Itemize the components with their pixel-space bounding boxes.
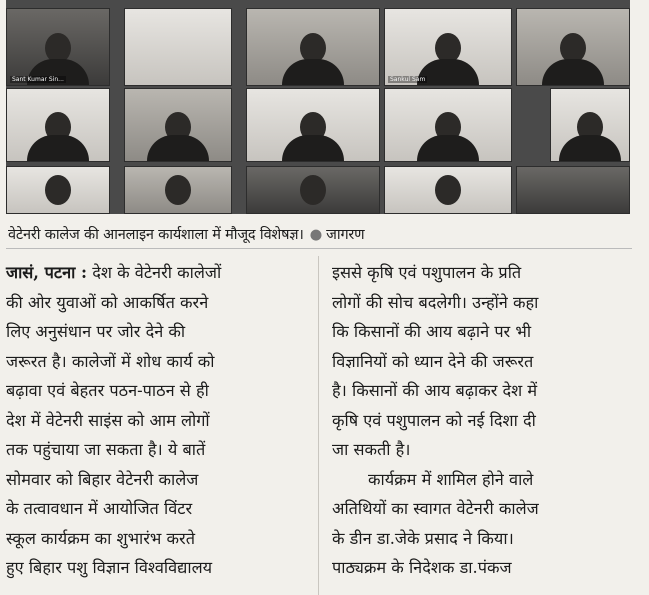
article-line: कृषि एवं पशुपालन को नई दिशा दी — [332, 410, 536, 430]
article-line: की ओर युवाओं को आकर्षित करने — [6, 292, 209, 312]
article-line: बढ़ावा एवं बेहतर पठन-पाठन से ही — [6, 381, 209, 400]
article-line: अतिथियों का स्वागत वेटेनरी कालेज — [332, 499, 539, 518]
participant-tile — [6, 166, 110, 214]
participant-tile — [384, 88, 512, 162]
article-line: स्कूल कार्यक्रम का शुभारंभ करते — [6, 528, 195, 548]
participant-tile — [246, 166, 380, 214]
participant-name: Sankul Sam — [390, 76, 426, 83]
participant-tile — [124, 88, 232, 162]
bullet-icon: ● — [309, 227, 323, 243]
article-line: कार्यक्रम में शामिल होने वाले — [368, 469, 534, 489]
article-line: विज्ञानियों को ध्यान देने की जरूरत — [332, 351, 534, 371]
caption-divider — [6, 248, 632, 249]
article-line: है। किसानों की आय बढ़ाकर देश में — [332, 381, 538, 400]
participant-tile — [384, 166, 512, 214]
article-line: के डीन डा.जेके प्रसाद ने किया। — [332, 528, 514, 548]
article-line: तक पहुंचाया जा सकता है। ये बातें — [6, 440, 206, 459]
participant-tile — [6, 88, 110, 162]
dateline: जासं, पटना : — [6, 263, 88, 282]
article-line: देश में वेटेनरी साइंस को आम लोगों — [6, 410, 210, 430]
participant-tile — [384, 8, 512, 86]
article-line: इससे कृषि एवं पशुपालन के प्रति — [332, 263, 522, 282]
article-line: जा सकती है। — [332, 440, 411, 459]
participant-tile — [6, 8, 110, 86]
article-line: लिए अनुसंधान पर जोर देने की — [6, 322, 186, 341]
photo-credit: जागरण — [326, 227, 365, 243]
caption-text: वेटेनरी कालेज की आनलाइन कार्यशाला में मौजूद विशेषज्ञ। — [8, 227, 304, 243]
article-line: पाठ्यक्रम के निदेशक डा.पंकज — [332, 558, 512, 577]
article-line: सोमवार को बिहार वेटेनरी कालेज — [6, 469, 199, 489]
article-line: कि किसानों की आय बढ़ाने पर भी — [332, 322, 532, 341]
article-line: लोगों की सोच बदलेगी। उन्होंने कहा — [332, 292, 539, 312]
article-line: के तत्वावधान में आयोजित विंटर — [6, 499, 193, 518]
photo-caption — [8, 224, 628, 244]
column-divider — [318, 256, 319, 595]
article-column-left — [6, 258, 308, 583]
participant-tile — [516, 8, 630, 86]
article-line: जासं, पटना : देश के वेटेनरी कालेजों — [6, 263, 222, 282]
participant-tile — [516, 166, 630, 214]
participant-tile — [124, 166, 232, 214]
participant-tile — [124, 8, 232, 86]
article-line: हुए बिहार पशु विज्ञान विश्वविद्यालय — [6, 558, 213, 577]
article-line: जरूरत है। कालेजों में शोध कार्य को — [6, 351, 215, 371]
video-conference-photo — [6, 0, 630, 214]
participant-tile — [246, 88, 380, 162]
participant-tile — [246, 8, 380, 86]
article-column-right — [332, 258, 632, 583]
participant-name: Sant Kumar Sin... — [12, 76, 64, 83]
participant-tile — [550, 88, 630, 162]
